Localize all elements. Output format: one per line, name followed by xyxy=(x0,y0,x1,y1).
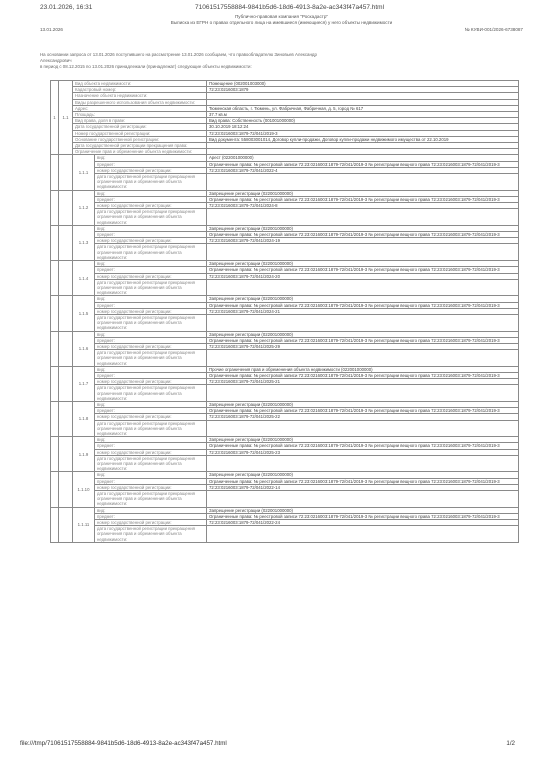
encumbrance-label: номер государственной регистрации: xyxy=(95,343,207,349)
field-label: Дата государственной регистрации: xyxy=(73,124,207,130)
encumbrance-number: 1.1.2 xyxy=(73,190,95,225)
spacer-cell xyxy=(51,261,59,296)
encumbrance-label: вид: xyxy=(95,190,207,196)
field-label: Площадь: xyxy=(73,112,207,118)
encumbrance-label: номер государственной регистрации: xyxy=(95,308,207,314)
encumbrance-value: Ограниченные права: № реестровой записи 72:23:0216003:1879-72/041/2019-3 № регистрации вещного права 72:23:0216003:1879-72/041/2019-3 xyxy=(207,337,519,343)
spacer-cell xyxy=(51,331,59,366)
field-label: Виды разрешенного использования объекта недвижимости: xyxy=(73,99,207,105)
document-header xyxy=(40,14,523,32)
encumbrance-number: 1.1.4 xyxy=(73,261,95,296)
encumbrance-value: Ограниченные права: № реестровой записи 72:23:0216003:1879-72/041/2019-3 № регистрации вещного права 72:23:0216003:1879-72/041/2019-3 xyxy=(207,513,519,519)
encumbrance-label: предмет: xyxy=(95,267,207,273)
encumbrance-row xyxy=(51,526,519,543)
field-label: Адрес: xyxy=(73,105,207,111)
encumbrance-number: 1.1.6 xyxy=(73,331,95,366)
encumbrance-row xyxy=(51,174,519,191)
encumbrance-value xyxy=(207,209,519,226)
field-value: Вид документа: 558003001014, Договор купли-продажи, Договор купли-продажи недвижимого имущества от 22.10.2019 xyxy=(207,136,519,142)
encumbrance-value xyxy=(207,491,519,508)
field-label: Ограничение прав и обременение объекта недвижимости: xyxy=(73,149,207,155)
field-value: 37.7 кв.м xyxy=(207,112,519,118)
encumbrance-label: вид: xyxy=(95,366,207,372)
encumbrance-label: номер государственной регистрации: xyxy=(95,167,207,173)
encumbrance-number: 1.1.10 xyxy=(73,472,95,507)
spacer-cell xyxy=(51,190,59,225)
encumbrance-number: 1.1.7 xyxy=(73,366,95,401)
subsection-number: 1.1 xyxy=(59,81,73,155)
spacer-cell xyxy=(59,331,73,366)
encumbrance-row xyxy=(51,279,519,296)
encumbrance-value xyxy=(207,385,519,402)
spacer-cell xyxy=(51,296,59,331)
encumbrance-number: 1.1.11 xyxy=(73,507,95,542)
encumbrance-label: номер государственной регистрации: xyxy=(95,484,207,490)
encumbrance-label: предмет: xyxy=(95,478,207,484)
encumbrance-label: вид: xyxy=(95,225,207,231)
encumbrance-label: вид: xyxy=(95,155,207,161)
spacer-cell xyxy=(51,507,59,542)
spacer-cell xyxy=(59,261,73,296)
encumbrance-label: дата государственной регистрации прекращения ограничения прав и обременения объекта недвижимости: xyxy=(95,174,207,191)
encumbrance-number: 1.1.1 xyxy=(73,155,95,190)
encumbrance-label: вид: xyxy=(95,296,207,302)
section-number: 1 xyxy=(51,81,59,155)
extract-date: 13.01.2026 xyxy=(40,27,63,32)
encumbrance-row xyxy=(51,491,519,508)
document-id: 71061517558884-9841b5d6-18d6-4913-8a2e-ac343f47a457.html xyxy=(195,4,385,11)
field-label: Вид права, доля в праве: xyxy=(73,118,207,124)
encumbrance-value: Запрещение регистрации (022001000000) xyxy=(207,437,519,443)
property-table xyxy=(50,80,519,543)
encumbrance-row xyxy=(51,420,519,437)
encumbrance-value: Запрещение регистрации (022001000000) xyxy=(207,261,519,267)
encumbrance-label: номер государственной регистрации: xyxy=(95,203,207,209)
encumbrance-label: дата государственной регистрации прекращения ограничения прав и обременения объекта недвижимости: xyxy=(95,526,207,543)
object-row xyxy=(51,136,519,142)
encumbrance-value: Ограниченные права: № реестровой записи 72:23:0216003:1879-72/041/2019-3 № регистрации вещного права 72:23:0216003:1879-72/041/2019-3 xyxy=(207,408,519,414)
field-value: 30.10.2019 18:12:24 xyxy=(207,124,519,130)
encumbrance-row xyxy=(51,455,519,472)
spacer-cell xyxy=(59,225,73,260)
encumbrance-value xyxy=(207,174,519,191)
encumbrance-value: 72:23:0216003:1879-72/041/2025-29 xyxy=(207,343,519,349)
encumbrance-value: 72:23:0216003:1879-72/041/2025-22 xyxy=(207,414,519,420)
encumbrance-value xyxy=(207,526,519,543)
encumbrance-value: Запрещение регистрации (022001000000) xyxy=(207,296,519,302)
encumbrance-number: 1.1.9 xyxy=(73,437,95,472)
encumbrance-value: Ограниченные права: № реестровой записи 72:23:0216003:1879-72/041/2019-3 № регистрации вещного права 72:23:0216003:1879-72/041/2019-3 xyxy=(207,478,519,484)
encumbrance-label: предмет: xyxy=(95,372,207,378)
encumbrance-label: номер государственной регистрации: xyxy=(95,414,207,420)
spacer-cell xyxy=(59,437,73,472)
encumbrance-value: Запрещение регистрации (022001000000) xyxy=(207,472,519,478)
field-label: Дата государственной регистрации прекращения права: xyxy=(73,143,207,149)
field-label: Вид объекта недвижимости: xyxy=(73,81,207,87)
extract-number: № КУВИ-001/2026-6738087 xyxy=(464,27,523,32)
encumbrance-label: дата государственной регистрации прекращения ограничения прав и обременения объекта недвижимости: xyxy=(95,350,207,367)
encumbrance-label: предмет: xyxy=(95,232,207,238)
encumbrance-number: 1.1.3 xyxy=(73,225,95,260)
encumbrance-number: 1.1.8 xyxy=(73,401,95,436)
encumbrance-value xyxy=(207,244,519,261)
spacer-cell xyxy=(59,507,73,542)
encumbrance-label: дата государственной регистрации прекращения ограничения прав и обременения объекта недвижимости: xyxy=(95,314,207,331)
encumbrance-label: предмет: xyxy=(95,408,207,414)
encumbrance-value: 72:23:0216003:1879-72/041/2022-14 xyxy=(207,484,519,490)
encumbrance-value: Ограниченные права: № реестровой записи 72:23:0216003:1879-72/041/2019-3 № регистрации вещного права 72:23:0216003:1879-72/041/2019-3 xyxy=(207,232,519,238)
encumbrance-value: Ограниченные права: № реестровой записи 72:23:0216003:1879-72/041/2019-3 № регистрации вещного права 72:23:0216003:1879-72/041/2019-3 xyxy=(207,443,519,449)
encumbrance-label: вид: xyxy=(95,261,207,267)
encumbrance-label: номер государственной регистрации: xyxy=(95,273,207,279)
encumbrance-value xyxy=(207,455,519,472)
spacer-cell xyxy=(51,225,59,260)
encumbrance-value: Запрещение регистрации (022001000000) xyxy=(207,190,519,196)
encumbrance-number: 1.1.5 xyxy=(73,296,95,331)
intro-line-3: в период с 08.12.2015 по 13.01.2026 принадлежали (принадлежат) следующие объекты недвижимости: xyxy=(40,64,252,69)
spacer-cell xyxy=(51,401,59,436)
spacer-cell xyxy=(59,190,73,225)
encumbrance-label: вид: xyxy=(95,331,207,337)
encumbrance-label: дата государственной регистрации прекращения ограничения прав и обременения объекта недвижимости: xyxy=(95,209,207,226)
encumbrance-value: 72:23:0216003:1879-72/041/2025-23 xyxy=(207,449,519,455)
encumbrance-label: вид: xyxy=(95,507,207,513)
intro-text xyxy=(40,52,523,70)
encumbrance-label: вид: xyxy=(95,472,207,478)
encumbrance-value: 72:23:0216003:1879-72/041/2022-24 xyxy=(207,520,519,526)
print-footer xyxy=(20,740,515,750)
encumbrance-value: Ограниченные права: № реестровой записи 72:23:0216003:1879-72/041/2019-3 № регистрации вещного права 72:23:0216003:1879-72/041/2019-3 xyxy=(207,267,519,273)
spacer-cell xyxy=(51,437,59,472)
encumbrance-label: предмет: xyxy=(95,443,207,449)
encumbrance-label: номер государственной регистрации: xyxy=(95,520,207,526)
field-value: 72:23:0216003:1879-72/041/2019-3 xyxy=(207,130,519,136)
field-label: Кадастровый номер: xyxy=(73,87,207,93)
intro-line-2: Александрович xyxy=(40,58,72,63)
encumbrance-label: предмет: xyxy=(95,513,207,519)
field-value: Тюменская область, г. Тюмень, ул. Фабричная, Фабричная, д. 5, город № 617 xyxy=(207,105,519,111)
encumbrance-label: вид: xyxy=(95,437,207,443)
encumbrance-row xyxy=(51,209,519,226)
encumbrance-label: предмет: xyxy=(95,302,207,308)
field-label: Назначение объекта недвижимости: xyxy=(73,93,207,99)
encumbrance-value: Ограниченные права: № реестровой записи 72:23:0216003:1879-72/041/2019-3 № регистрации вещного права 72:23:0216003:1879-72/041/2019-3 xyxy=(207,372,519,378)
encumbrance-label: предмет: xyxy=(95,337,207,343)
encumbrance-label: дата государственной регистрации прекращения ограничения прав и обременения объекта недвижимости: xyxy=(95,420,207,437)
encumbrance-value: 72:23:0216003:1879-72/041/2022-4 xyxy=(207,167,519,173)
encumbrance-label: дата государственной регистрации прекращения ограничения прав и обременения объекта недвижимости: xyxy=(95,491,207,508)
encumbrance-label: предмет: xyxy=(95,196,207,202)
encumbrance-value xyxy=(207,350,519,367)
spacer-cell xyxy=(59,401,73,436)
spacer-cell xyxy=(51,366,59,401)
field-value: Помещение (002001003000) xyxy=(207,81,519,87)
encumbrance-label: номер государственной регистрации: xyxy=(95,449,207,455)
encumbrance-value: Ограниченные права: № реестровой записи 72:23:0216003:1879-72/041/2019-3 № регистрации вещного права 72:23:0216003:1879-72/041/2019-3 xyxy=(207,196,519,202)
extract-title: Выписка из ЕГРН о правах отдельного лица на имевшиеся (имеющиеся) у него объекты недвижимости xyxy=(170,20,393,25)
encumbrance-value: Ограниченные права: № реестровой записи 72:23:0216003:1879-72/041/2019-3 № регистрации вещного права 72:23:0216003:1879-72/041/2019-3 xyxy=(207,302,519,308)
field-label: Основание государственной регистрации: xyxy=(73,136,207,142)
field-label: Номер государственной регистрации: xyxy=(73,130,207,136)
encumbrance-label: дата государственной регистрации прекращения ограничения прав и обременения объекта недвижимости: xyxy=(95,455,207,472)
encumbrance-value: Запрещение регистрации (022001000000) xyxy=(207,507,519,513)
encumbrance-value xyxy=(207,420,519,437)
encumbrance-value: Запрещение регистрации (022001000000) xyxy=(207,401,519,407)
encumbrance-value xyxy=(207,279,519,296)
encumbrance-row xyxy=(51,350,519,367)
spacer-cell xyxy=(59,296,73,331)
field-value: 72:23:0216003:1879 xyxy=(207,87,519,93)
encumbrance-value xyxy=(207,314,519,331)
spacer-cell xyxy=(51,155,59,190)
intro-line-1: На основании запроса от 13.01.2026 поступившего на рассмотрение 13.01.2026 сообщаем, что правообладателю Зиновьев Александр xyxy=(40,52,317,57)
encumbrance-row xyxy=(51,385,519,402)
spacer-cell xyxy=(51,472,59,507)
encumbrance-value: 72:23:0216003:1879-72/041/2024-8 xyxy=(207,203,519,209)
encumbrance-label: номер государственной регистрации: xyxy=(95,379,207,385)
encumbrance-value: Арест (022001000000) xyxy=(207,155,519,161)
encumbrance-row xyxy=(51,314,519,331)
encumbrance-label: дата государственной регистрации прекращения ограничения прав и обременения объекта недвижимости: xyxy=(95,279,207,296)
field-value: Вид права: Собственность (001001000000) xyxy=(207,118,519,124)
spacer-cell xyxy=(59,366,73,401)
encumbrance-label: дата государственной регистрации прекращения ограничения прав и обременения объекта недвижимости: xyxy=(95,244,207,261)
encumbrance-row xyxy=(51,244,519,261)
print-date: 23.01.2026, 16:31 xyxy=(40,4,93,11)
encumbrance-value: Запрещение регистрации (022001000000) xyxy=(207,225,519,231)
file-url: file:///tmp/71061517558884-9841b5d6-18d6-4913-8a2e-ac343f47a457.html xyxy=(20,740,227,747)
encumbrance-value: 72:23:0216003:1879-72/041/2024-21 xyxy=(207,308,519,314)
encumbrance-value: 72:23:0216003:1879-72/041/2024-20 xyxy=(207,273,519,279)
spacer-cell xyxy=(59,472,73,507)
encumbrance-value: Прочие ограничения прав и обременения объекта недвижимости (022001000000) xyxy=(207,366,519,372)
encumbrance-value: Запрещение регистрации (022001000000) xyxy=(207,331,519,337)
print-header xyxy=(40,4,523,14)
encumbrance-label: номер государственной регистрации: xyxy=(95,238,207,244)
spacer-cell xyxy=(59,155,73,190)
organization-name: Публично-правовая компания "Роскадастр" xyxy=(234,14,329,19)
encumbrance-label: вид: xyxy=(95,401,207,407)
encumbrance-label: дата государственной регистрации прекращения ограничения прав и обременения объекта недвижимости: xyxy=(95,385,207,402)
encumbrance-value: Ограниченные права: № реестровой записи 72:23:0216003:1879-72/041/2019-3 № регистрации вещного права 72:23:0216003:1879-72/041/2019-3 xyxy=(207,161,519,167)
encumbrance-label: предмет: xyxy=(95,161,207,167)
encumbrance-value: 72:23:0216003:1879-72/041/2024-19 xyxy=(207,238,519,244)
page-number: 1/2 xyxy=(506,740,515,747)
encumbrance-value: 72:23:0216003:1879-72/041/2025-21 xyxy=(207,379,519,385)
